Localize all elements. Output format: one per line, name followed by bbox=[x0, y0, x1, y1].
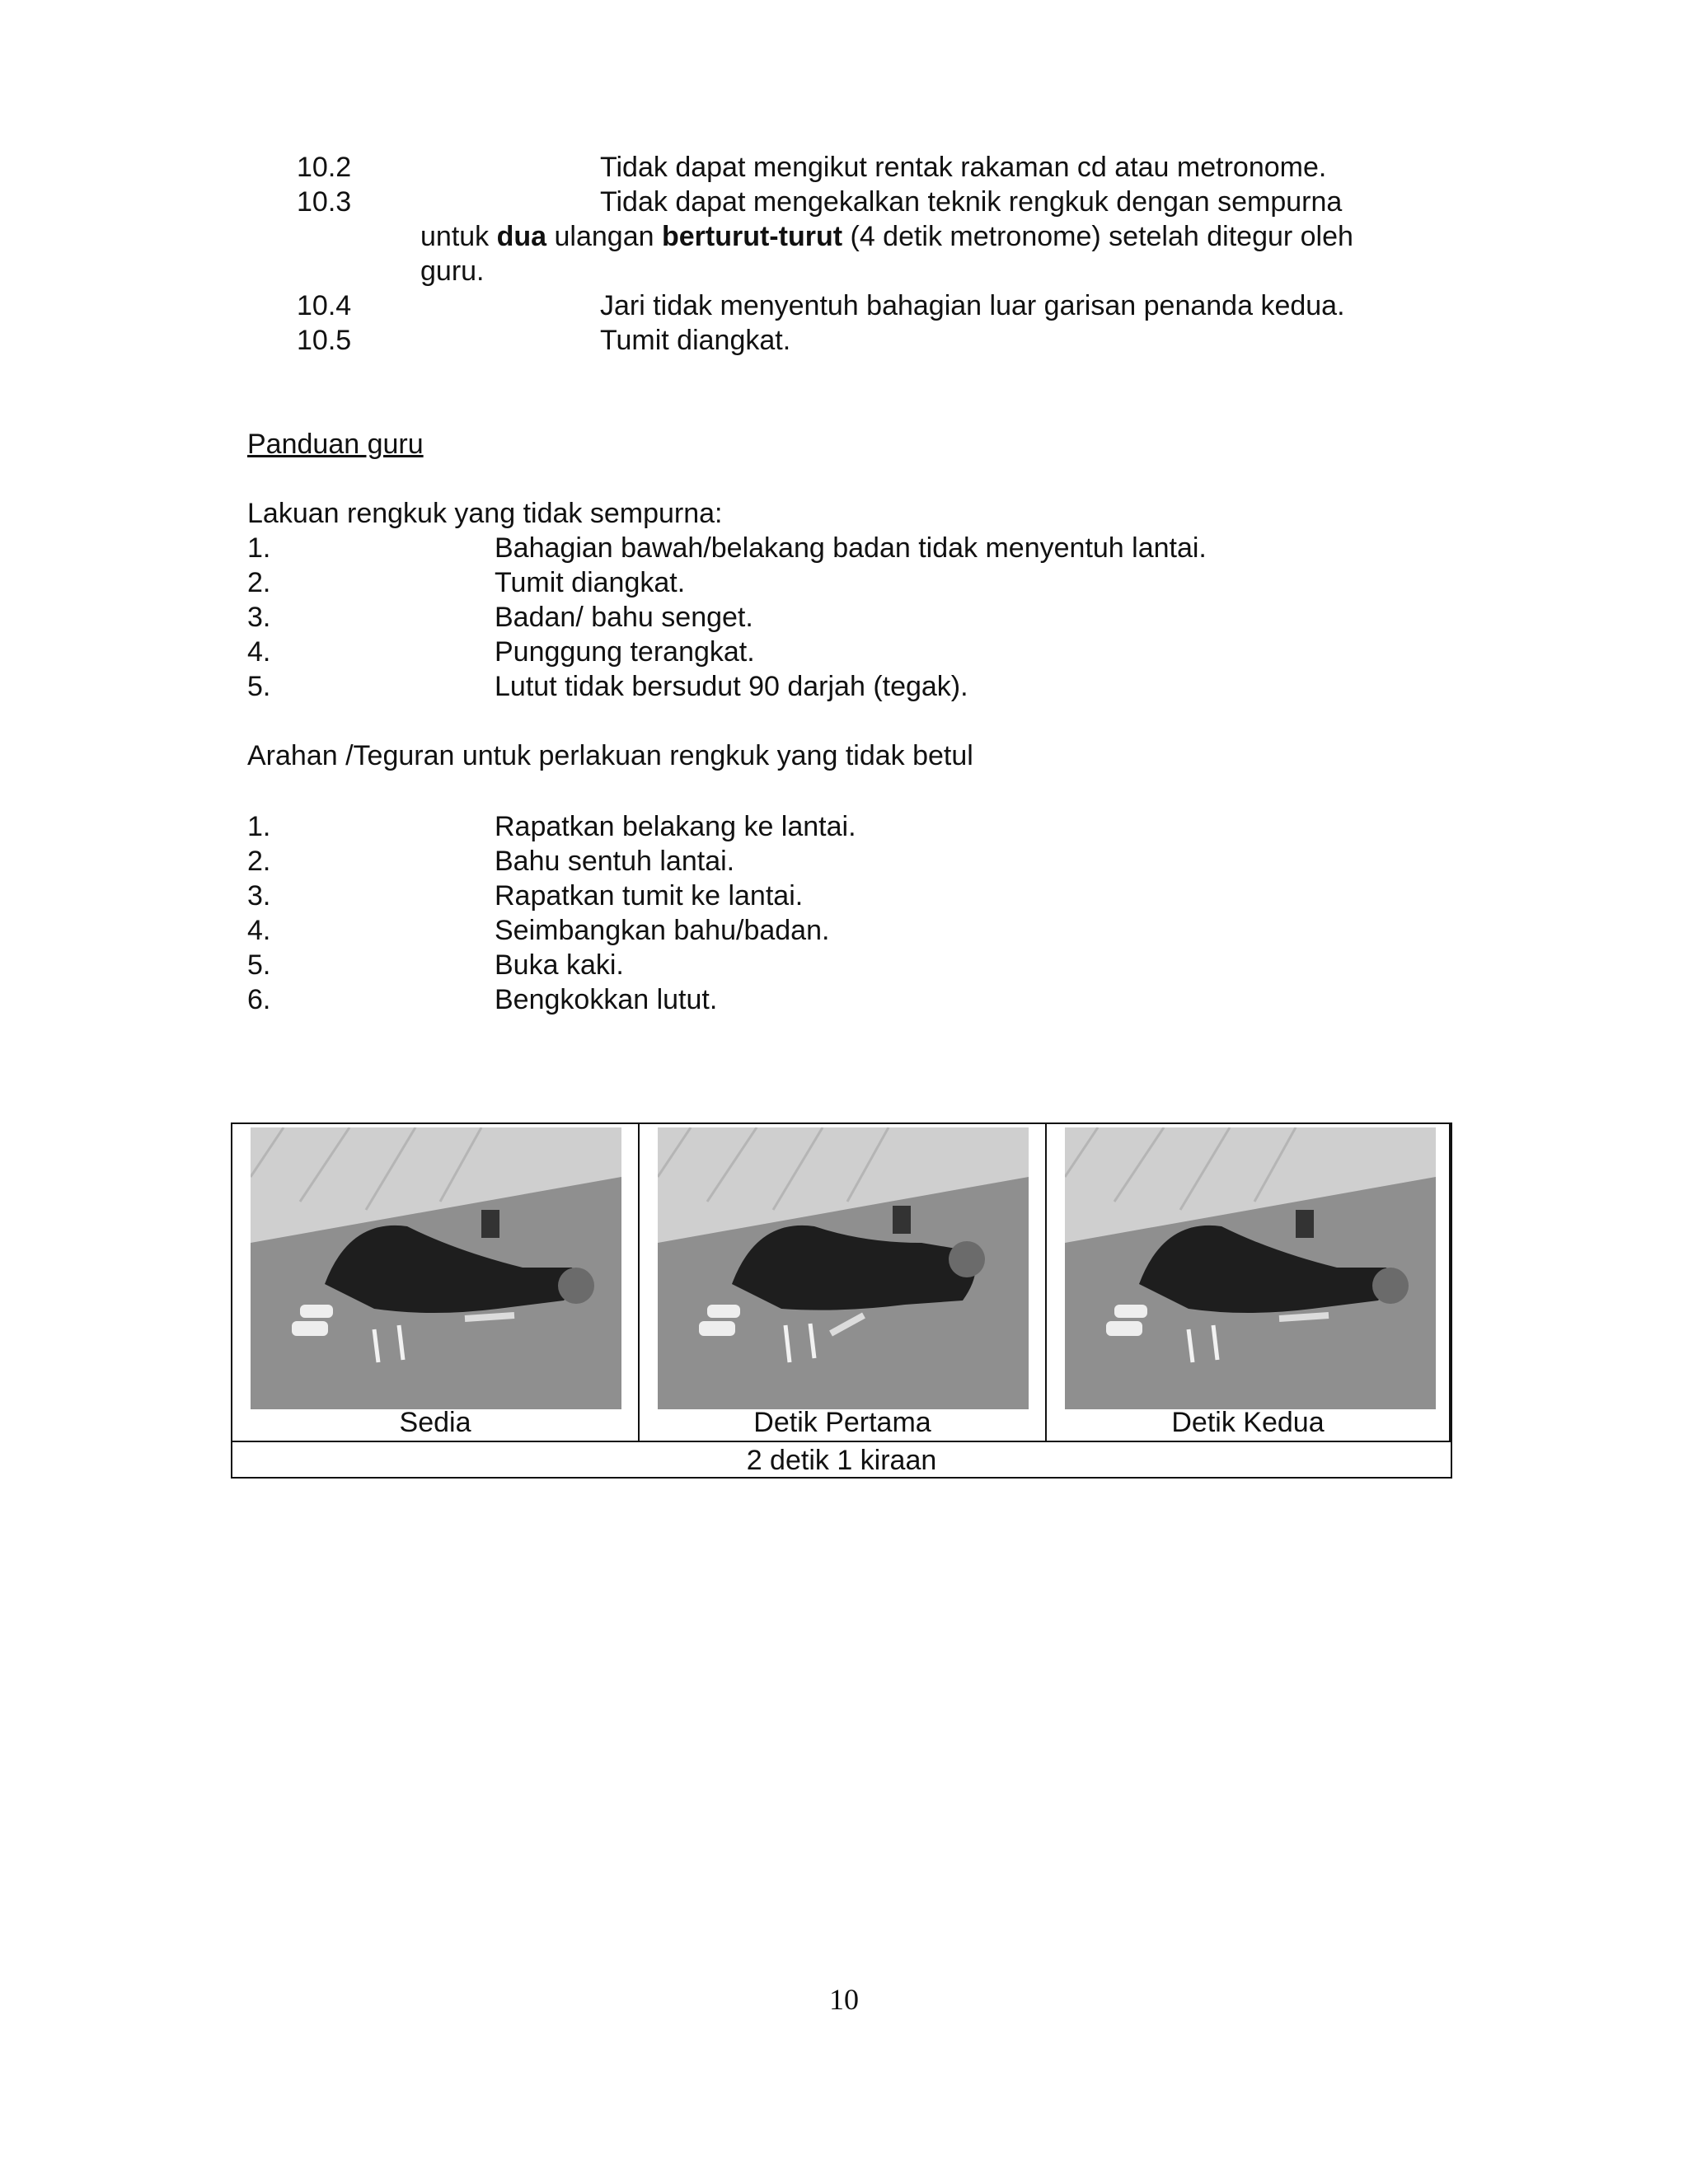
list-number: 4. bbox=[247, 636, 271, 668]
list-item: Tumit diangkat. bbox=[495, 567, 686, 598]
list-item: Rapatkan belakang ke lantai. bbox=[495, 811, 856, 842]
photo-caption: Detik Pertama bbox=[753, 1407, 931, 1438]
exercise-photo bbox=[1065, 1127, 1436, 1409]
list-number: 5. bbox=[247, 671, 271, 702]
criterion-text: Tumit diangkat. bbox=[600, 325, 791, 356]
list-item: Bahu sentuh lantai. bbox=[495, 846, 735, 877]
criterion-text: Jari tidak menyentuh bahagian luar garisan penanda kedua. bbox=[600, 290, 1345, 321]
guide-heading: Panduan guru bbox=[247, 429, 424, 460]
criterion-number: 10.2 bbox=[297, 152, 352, 183]
list-number: 3. bbox=[247, 602, 271, 633]
list-item: Bahagian bawah/belakang badan tidak menyentuh lantai. bbox=[495, 532, 1207, 564]
criterion-text: Tidak dapat mengekalkan teknik rengkuk dengan sempurna bbox=[600, 186, 1343, 218]
exercise-photo bbox=[658, 1127, 1029, 1409]
exercise-photo bbox=[251, 1127, 621, 1409]
criterion-text: Tidak dapat mengikut rentak rakaman cd atau metronome. bbox=[600, 152, 1327, 183]
list-item: Buka kaki. bbox=[495, 949, 624, 981]
list-number: 2. bbox=[247, 846, 271, 877]
photo-caption: Sedia bbox=[399, 1407, 471, 1438]
photo-cell bbox=[640, 1124, 1047, 1441]
list-number: 2. bbox=[247, 567, 271, 598]
criterion-number: 10.4 bbox=[297, 290, 352, 321]
list-item: Punggung terangkat. bbox=[495, 636, 755, 668]
photo-cell bbox=[232, 1124, 640, 1441]
list-number: 4. bbox=[247, 915, 271, 946]
list-item: Bengkokkan lutut. bbox=[495, 984, 718, 1015]
criterion-continuation: untuk dua ulangan berturut-turut (4 detik metronome) setelah ditegur oleh bbox=[420, 221, 1353, 252]
photo-footer: 2 detik 1 kiraan bbox=[232, 1441, 1451, 1479]
photo-caption: Detik Kedua bbox=[1171, 1407, 1325, 1438]
photo-table bbox=[231, 1122, 1452, 1479]
list-number: 5. bbox=[247, 949, 271, 981]
list-item: Seimbangkan bahu/badan. bbox=[495, 915, 830, 946]
incorrect-heading: Lakuan rengkuk yang tidak sempurna: bbox=[247, 498, 723, 529]
instructions-heading: Arahan /Teguran untuk perlakuan rengkuk yang tidak betul bbox=[247, 740, 973, 771]
list-item: Badan/ bahu senget. bbox=[495, 602, 753, 633]
criterion-number: 10.3 bbox=[297, 186, 352, 218]
list-number: 1. bbox=[247, 532, 271, 564]
list-item: Rapatkan tumit ke lantai. bbox=[495, 880, 804, 912]
list-number: 6. bbox=[247, 984, 271, 1015]
criterion-continuation: guru. bbox=[420, 255, 485, 287]
list-number: 3. bbox=[247, 880, 271, 912]
page-number: 10 bbox=[829, 1983, 859, 2016]
list-number: 1. bbox=[247, 811, 271, 842]
criterion-number: 10.5 bbox=[297, 325, 352, 356]
photo-cell bbox=[1047, 1124, 1451, 1441]
list-item: Lutut tidak bersudut 90 darjah (tegak). bbox=[495, 671, 968, 702]
